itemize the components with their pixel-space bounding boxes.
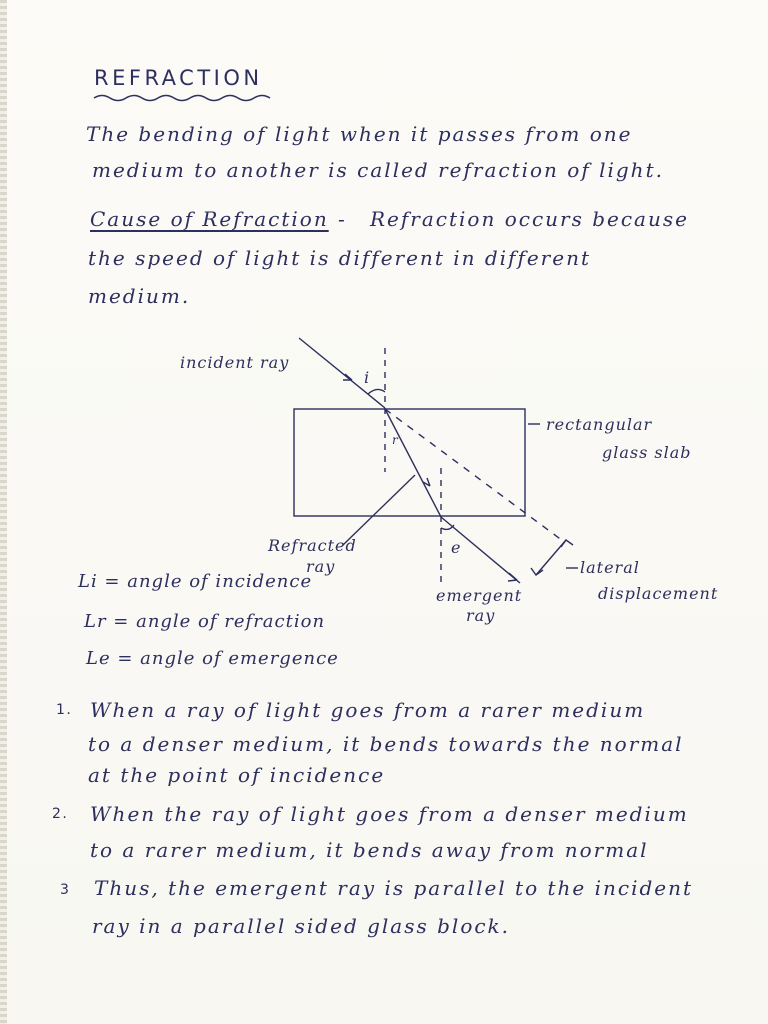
definition-angle-refraction: Lr = angle of refraction: [84, 611, 326, 632]
lateral-label-1: lateral: [580, 558, 640, 577]
glass-slab: [294, 409, 525, 516]
lateral-displacement-ticks: [531, 540, 573, 575]
definition-angle-incidence: Li = angle of incidence: [78, 571, 313, 592]
point-2-line-2: to a rarer medium, it bends away from normal: [90, 838, 649, 862]
incident-ray: [299, 338, 385, 408]
angle-e-label: e: [451, 538, 462, 557]
angle-i-arc: [368, 389, 385, 394]
cause-heading: Cause of Refraction: [90, 207, 329, 231]
lateral-label-2: displacement: [598, 584, 719, 603]
point-3-line-2: ray in a parallel sided glass block.: [92, 914, 511, 938]
slab-label-line-1: rectangular: [546, 415, 653, 434]
point-2-line-1: When the ray of light goes from a denser medium: [90, 802, 689, 826]
cause-line-2: the speed of light is different in different: [88, 246, 591, 270]
incident-extension: [385, 409, 563, 541]
incident-ray-label: incident ray: [180, 353, 290, 372]
angle-i-label: i: [364, 368, 371, 387]
emergent-ray-label-2: ray: [466, 606, 496, 625]
cause-line-1: Refraction occurs because: [370, 207, 689, 231]
refracted-ray: [385, 409, 441, 517]
definition-angle-emergence: Le = angle of emergence: [86, 648, 339, 669]
definition-line-2: medium to another is called refraction of light.: [92, 158, 664, 182]
point-3-number: 3: [60, 882, 71, 898]
point-1-line-1: When a ray of light goes from a rarer medium: [90, 698, 646, 722]
point-1-line-2: to a denser medium, it bends towards the normal: [88, 732, 684, 756]
refracted-ray-label-2: ray: [306, 557, 336, 576]
angle-r-label: r: [392, 433, 399, 447]
point-1-number: 1.: [56, 702, 73, 718]
refracted-ray-label-1: Refracted: [268, 536, 357, 555]
point-2-number: 2.: [52, 806, 69, 822]
definition-line-1: The bending of light when it passes from one: [86, 122, 633, 146]
cause-line-3: medium.: [88, 284, 191, 308]
slab-label-line-2: glass slab: [602, 443, 692, 462]
emergent-ray-label-1: emergent: [436, 586, 523, 605]
refracted-pointer: [343, 475, 415, 545]
page-title: REFRACTION: [94, 66, 263, 90]
cause-dash: -: [338, 207, 347, 231]
point-1-line-3: at the point of incidence: [88, 763, 386, 787]
point-3-line-1: Thus, the emergent ray is parallel to the incident: [94, 876, 694, 900]
